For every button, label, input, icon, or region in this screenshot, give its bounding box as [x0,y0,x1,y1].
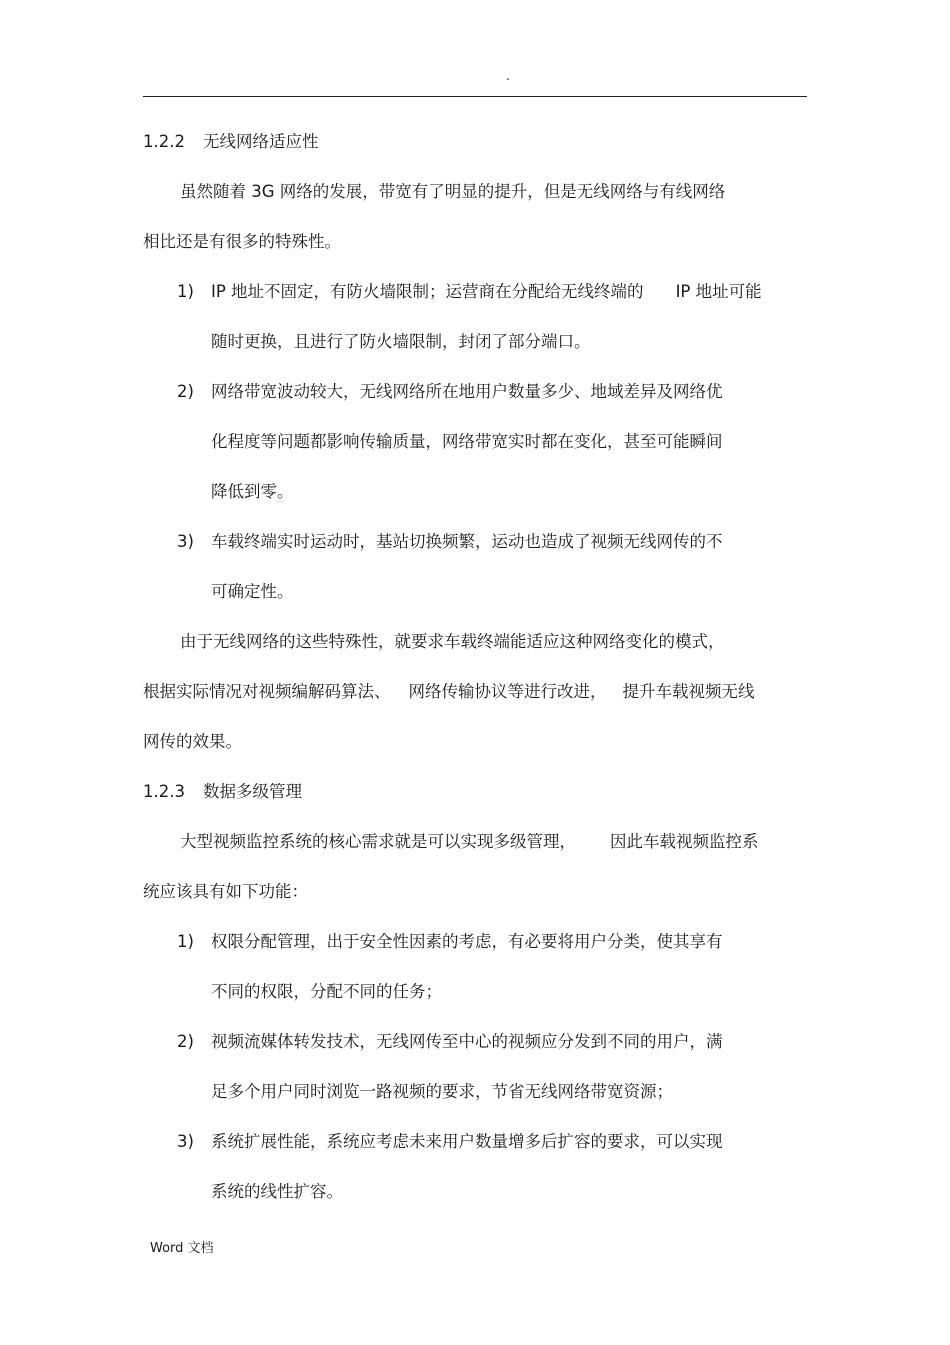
section-title: 无线网络适应性 [202,132,319,151]
list-item-line: 权限分配管理，出于安全性因素的考虑，有必要将用户分类，使其享有 [211,932,723,951]
list-item-line: 视频流媒体转发技术，无线网传至中心的视频应分发到不同的用户，满 [211,1032,723,1051]
list-item-line: 降低到零。 [211,482,294,501]
paragraph-line: 统应该具有如下功能： [143,882,308,901]
paragraph-line [180,832,759,852]
text-run: IP 地址不固定，有防火墙限制；运营商在分配给无线终端的 [211,282,644,301]
footer-label: Word 文档 [150,1241,214,1256]
list-marker: 2) [177,382,194,401]
text-run: 根据实际情况对视频编解码算法、 [143,682,391,701]
list-item-line: 系统的线性扩容。 [211,1182,343,1201]
text-run: 大型视频监控系统的核心需求就是可以实现多级管理， [180,832,576,851]
list-item-line: 网络带宽波动较大，无线网络所在地用户数量多少、地域差异及网络优 [211,382,723,401]
list-marker: 1) [177,282,194,301]
list-marker: 3) [177,1132,194,1151]
list-marker: 1) [177,932,194,951]
text-run: IP 地址可能 [675,282,762,301]
list-marker: 3) [177,532,194,551]
list-item-line: 系统扩展性能，系统应考虑未来用户数量增多后扩容的要求，可以实现 [211,1132,723,1151]
list-marker: 2) [177,1032,194,1051]
list-item-line: 不同的权限，分配不同的任务； [211,982,442,1001]
paragraph-line: 由于无线网络的这些特殊性，就要求车载终端能适应这种网络变化的模式， [180,632,725,651]
section-number: 1.2.3 [143,782,185,801]
section-title: 数据多级管理 [202,782,302,801]
list-item-line: 化程度等问题都影响传输质量，网络带宽实时都在变化，甚至可能瞬间 [211,432,723,451]
list-item-line [211,282,762,302]
section-number: 1.2.2 [143,132,185,151]
header-rule [143,96,807,97]
text-run: 网络传输协议等进行改进， [408,682,607,701]
paragraph-line: 虽然随着 3G 网络的发展，带宽有了明显的提升，但是无线网络与有线网络 [180,182,726,201]
list-item-line: 足多个用户同时浏览一路视频的要求，节省无线网络带宽资源； [211,1082,673,1101]
text-run: 因此车载视频监控系 [610,832,759,851]
paragraph-line [143,682,755,702]
section-heading-1-2-3 [143,782,302,802]
text-run: 提升车载视频无线 [622,682,755,701]
header-dot: . [506,69,510,83]
paragraph-line: 相比还是有很多的特殊性。 [143,232,341,251]
section-heading-1-2-2 [143,132,318,152]
list-item-line: 可确定性。 [211,582,294,601]
list-item-line: 车载终端实时运动时，基站切换频繁，运动也造成了视频无线网传的不 [211,532,723,551]
list-item-line: 随时更换，且进行了防火墙限制，封闭了部分端口。 [211,332,591,351]
paragraph-line: 网传的效果。 [143,732,242,751]
